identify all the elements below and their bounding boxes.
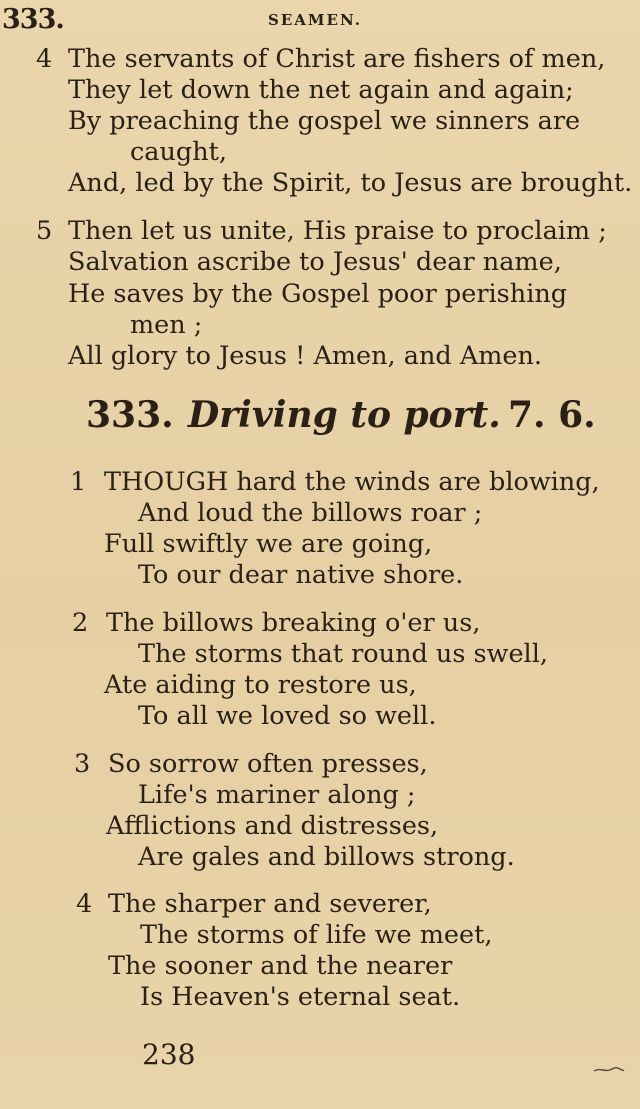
verse-line: The storms of life we meet, (140, 920, 493, 950)
hymn-title: Driving to port. (188, 394, 501, 436)
verse-line: Are gales and billows strong. (138, 842, 515, 872)
verse-line: caught, (130, 137, 228, 167)
running-title: SEAMEN. (268, 11, 362, 29)
verse-line: And, led by the Spirit, to Jesus are brought. (68, 168, 633, 198)
verse-line: men ; (130, 310, 203, 340)
verse-line: The servants of Christ are fishers of men, (68, 44, 606, 74)
verse-line: Afflictions and distresses, (106, 811, 439, 841)
header-hymn-number: 333. (2, 4, 64, 35)
page-number: 238 (142, 1038, 196, 1071)
verse-line: All glory to Jesus ! Amen, and Amen. (68, 341, 543, 371)
first-word: THOUGH (104, 467, 229, 497)
verse-line: The sooner and the nearer (108, 951, 453, 981)
stanza-number: 1 (70, 467, 87, 497)
verse-line: Salvation ascribe to Jesus' dear name, (68, 247, 562, 277)
verse-line: Life's mariner along ; (138, 780, 416, 810)
verse-line: Ate aiding to restore us, (104, 670, 417, 700)
verse-line: By preaching the gospel we sinners are (68, 106, 581, 136)
verse-line: And loud the billows roar ; (138, 498, 483, 528)
stanza-number: 3 (74, 749, 91, 779)
verse-line: The sharper and severer, (108, 889, 432, 919)
verse-line (104, 467, 600, 497)
verse-line: The billows breaking o'er us, (106, 608, 481, 638)
hymn-number: 333. (86, 394, 174, 436)
hymn-meter: 7. 6. (508, 394, 596, 436)
ink-smudge-icon (592, 1064, 626, 1076)
stanza-number: 4 (36, 44, 53, 74)
verse-line: The storms that round us swell, (138, 639, 548, 669)
verse-line-rest: hard the winds are blowing, (228, 467, 600, 497)
verse-line: To our dear native shore. (138, 560, 464, 590)
verse-line: Then let us unite, His praise to proclaim ; (68, 216, 607, 246)
verse-line: Is Heaven's eternal seat. (140, 982, 461, 1012)
stanza-number: 5 (36, 216, 53, 246)
verse-line: So sorrow often presses, (108, 749, 428, 779)
verse-line: They let down the net again and again; (68, 75, 574, 105)
verse-line: Full swiftly we are going, (104, 529, 433, 559)
stanza-number: 2 (72, 608, 89, 638)
verse-line: To all we loved so well. (138, 701, 437, 731)
verse-line: He saves by the Gospel poor perishing (68, 279, 568, 309)
stanza-number: 4 (76, 889, 93, 919)
